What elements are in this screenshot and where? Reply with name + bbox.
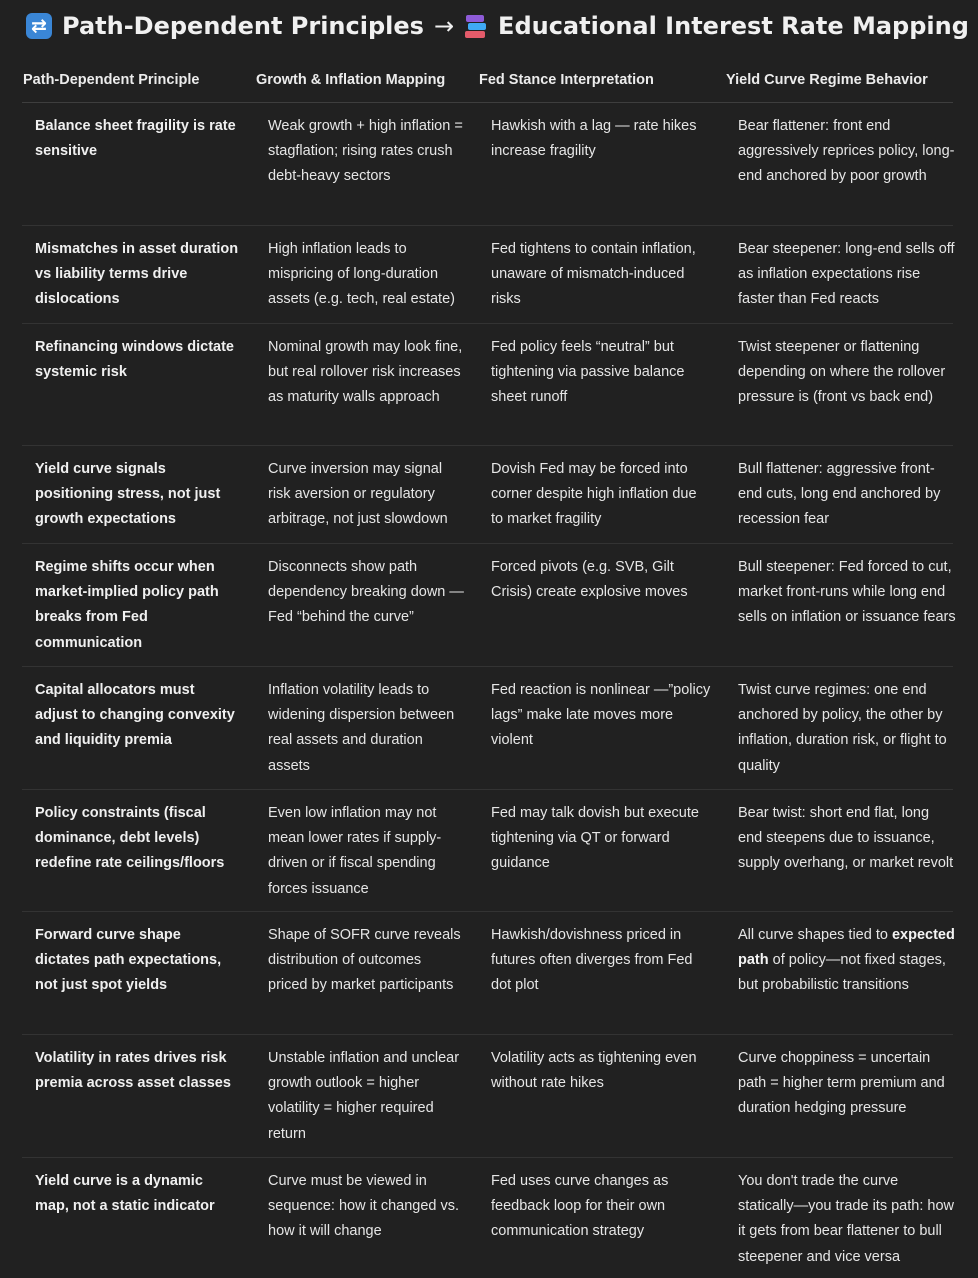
fed-cell: Fed policy feels “neutral” but tightening via passive balance sheet runoff xyxy=(491,339,685,406)
title-arrow: → xyxy=(433,12,455,40)
curve-cell: Bear flattener: front end aggressively reprices policy, long-end anchored by poor growth xyxy=(738,118,955,185)
table-header xyxy=(22,58,953,103)
principle-cell: Volatility in rates drives risk premia across asset classes xyxy=(35,1050,231,1092)
curve-cell: Twist steepener or flattening depending on where the rollover pressure is (front vs back end) xyxy=(738,339,946,406)
title-left: Path-Dependent Principles xyxy=(62,12,424,40)
growth-cell: Inflation volatility leads to widening dispersion between real assets and duration assets xyxy=(268,682,455,774)
growth-cell: Disconnects show path dependency breaking down —Fed “behind the curve” xyxy=(268,559,464,626)
curve-cell: Twist curve regimes: one end anchored by policy, the other by inflation, duration risk, or flight to quality xyxy=(738,682,947,774)
growth-cell: Curve inversion may signal risk aversion or regulatory arbitrage, not just slowdown xyxy=(268,461,448,528)
growth-cell: Weak growth + high inflation = stagflation; rising rates crush debt-heavy sectors xyxy=(268,118,463,185)
growth-cell: High inflation leads to mispricing of long-duration assets (e.g. tech, real estate) xyxy=(268,241,455,308)
principle-cell: Mismatches in asset duration vs liability terms drive dislocations xyxy=(35,241,239,308)
table-row xyxy=(22,226,953,324)
principle-cell: Forward curve shape dictates path expectations, not just spot yields xyxy=(35,927,222,994)
principle-cell: Regime shifts occur when market-implied policy path breaks from Fed communication xyxy=(35,559,219,651)
table-body xyxy=(22,103,956,1278)
curve-cell xyxy=(738,923,956,999)
books-icon xyxy=(464,13,488,39)
table-row xyxy=(22,1158,953,1278)
growth-cell: Unstable inflation and unclear growth outlook = higher volatility = higher required return xyxy=(268,1050,460,1142)
curve-cell: Bull steepener: Fed forced to cut, market front-runs while long end sells on inflation or issuance fears xyxy=(738,559,956,626)
curve-cell: Bear twist: short end flat, long end steepens due to issuance, supply overhang, or market revolt xyxy=(738,805,954,872)
fed-cell: Fed tightens to contain inflation, unaware of mismatch-induced risks xyxy=(491,241,696,308)
fed-cell: Hawkish with a lag — rate hikes increase fragility xyxy=(491,118,697,160)
fed-cell: Fed may talk dovish but execute tightening via QT or forward guidance xyxy=(491,805,699,872)
fed-cell: Volatility acts as tightening even without rate hikes xyxy=(491,1050,697,1092)
column-header-curve: Yield Curve Regime Behavior xyxy=(726,72,928,88)
curve-cell: You don't trade the curve statically—you trade its path: how it gets from bear flattener to bull steepener and vice versa xyxy=(738,1173,954,1265)
table-row xyxy=(22,103,953,226)
table-row xyxy=(22,544,956,667)
table-row xyxy=(22,446,953,544)
growth-cell: Shape of SOFR curve reveals distribution of outcomes priced by market participants xyxy=(268,927,461,994)
page-title xyxy=(26,8,969,44)
curve-cell: Bull flattener: aggressive front-end cuts, long end anchored by recession fear xyxy=(738,461,941,528)
column-header-fed: Fed Stance Interpretation xyxy=(479,72,654,88)
principle-cell: Refinancing windows dictate systemic risk xyxy=(35,339,234,381)
growth-cell: Even low inflation may not mean lower rates if supply-driven or if fiscal spending forces issuance xyxy=(268,805,442,897)
principle-cell: Balance sheet fragility is rate sensitive xyxy=(35,118,236,160)
fed-cell: Hawkish/dovishness priced in futures often diverges from Fed dot plot xyxy=(491,927,693,994)
column-header-growth: Growth & Inflation Mapping xyxy=(256,72,446,88)
table-row xyxy=(22,912,953,1035)
table-row xyxy=(22,667,953,790)
curve-cell: Curve choppiness = uncertain path = higher term premium and duration hedging pressure xyxy=(738,1050,945,1117)
table-row xyxy=(22,324,953,446)
title-right: Educational Interest Rate Mapping xyxy=(498,12,969,40)
column-header-principle: Path-Dependent Principle xyxy=(23,72,200,88)
growth-cell: Curve must be viewed in sequence: how it changed vs. how it will change xyxy=(268,1173,460,1240)
growth-cell: Nominal growth may look fine, but real rollover risk increases as maturity walls approach xyxy=(268,339,463,406)
principle-cell: Policy constraints (fiscal dominance, debt levels) redefine rate ceilings/floors xyxy=(35,805,225,872)
fed-cell: Dovish Fed may be forced into corner despite high inflation due to market fragility xyxy=(491,461,697,528)
principle-cell: Capital allocators must adjust to changing convexity and liquidity premia xyxy=(35,682,235,749)
table-row xyxy=(22,1035,953,1158)
curve-emphasis: expected path xyxy=(738,927,955,969)
curve-text-rest: of policy—not fixed stages, but probabilistic transitions xyxy=(738,952,946,994)
repeat-arrows-icon: ⇄ xyxy=(26,13,52,39)
fed-cell: Forced pivots (e.g. SVB, Gilt Crisis) create explosive moves xyxy=(491,559,688,601)
principle-cell: Yield curve signals positioning stress, not just growth expectations xyxy=(35,461,221,528)
fed-cell: Fed reaction is nonlinear —”policy lags” make late moves more violent xyxy=(491,682,711,749)
curve-text: All curve shapes tied to xyxy=(738,927,888,943)
curve-cell: Bear steepener: long-end sells off as inflation expectations rise faster than Fed reacts xyxy=(738,241,955,308)
fed-cell: Fed uses curve changes as feedback loop for their own communication strategy xyxy=(491,1173,669,1240)
principle-cell: Yield curve is a dynamic map, not a static indicator xyxy=(35,1173,215,1215)
table-row xyxy=(22,790,953,912)
